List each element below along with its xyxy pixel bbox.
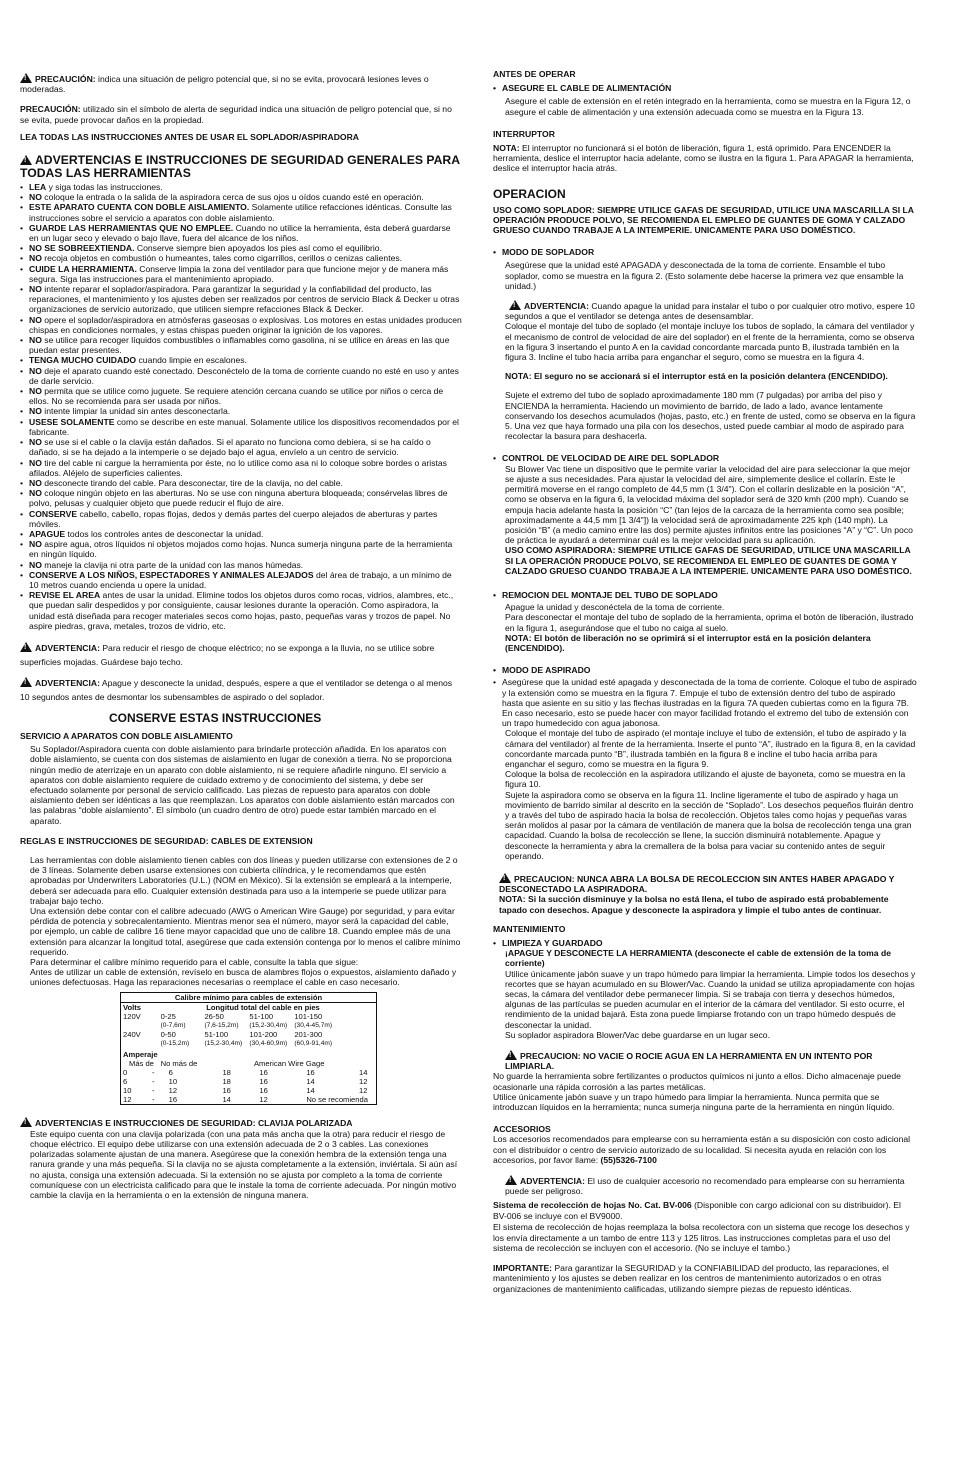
list-item: • REVISE EL AREA antes de usar la unidad. Elimine todos los objetos duros como rocas, vidrios, alambres, etc., que puedan salir despedidos y por consiguiente, causar lesiones durante la operación. Como aspiradora, la unidad está diseñada para recoger materiales secos como hojas, pasto, pequeñas varas y trozos de papel. No aspire piedras, grava, metales, trozos de vidrio, etc. <box>20 590 462 631</box>
no-guarde: No guarde la herramienta sobre fertilizantes o productos químicos ni junto a ellos. Dicho almacenaje puede ocasionarle una rápida corrosión a las partes metálicas. <box>493 1071 901 1092</box>
modo-aspirado-list <box>493 665 917 675</box>
reglas-p3: Para determinar el calibre mínimo requerido para el cable, consulte la tabla que sigue: <box>30 957 359 968</box>
left-column <box>20 66 462 1207</box>
list-item: • NO coloque la entrada o la salida de la aspiradora cerca de sus ojos u oídos cuando esté en operación. <box>20 192 462 202</box>
control-text: Su Blower Vac tiene un dispositivo que le permite variar la velocidad del aire para seleccionar la que mejor se ajuste a sus necesidades. Para ajustar la velocidad del aire, simplemente deslice el collarín. Este le permitirá moverse en el rango completo de 44,5 mm (1 3/4"). Con el collarín deslizable en la posición “A”, como se observa en la figura 6, la velocidad máxima del soplador será de 320 kmh (200 mph). Cuando se empuja hacia adelante hasta la posición “C” (tan lejos de la carcaza de la herramienta como sea posible; aproximadamente a 44,5 mm [1 3/4"]) la velocidad será de aproximadamente 225 kph (140 mph). La posición “B” (a medio camino entre las dos) permite ajustes infinitos entre las posiciones “A” y “C”. Un poco de práctica le ayudará a determinar cuál es la mejor velocidad para su aplicación. <box>505 463 913 546</box>
lea-todas: LEA TODAS LAS INSTRUCCIONES ANTES DE USAR EL SOPLADOR/ASPIRADORA <box>20 131 360 142</box>
list-item: • NO opere el soplador/aspiradora en atmósferas gaseosas o explosivas. Los motores en estas unidades producen chispas en condiciones normales, y estas chispas pueden originar la ignición de los vapores. <box>20 315 462 335</box>
table-header-row: Más de No más de American Wire Gage <box>129 1058 325 1068</box>
warning-triangle-icon <box>20 1117 32 1127</box>
clavija-text: Este equipo cuenta con una clavija polarizada (con una pata más ancha que la otra) para reducir el riesgo de choque eléctrico. El equipo debe utilizarse con una extensión adecuada de 2 o 3 cables. Las conexiones polarizadas solamente ajustan de una manera. Asegúrese que la conexión hembra de la extensión tenga una ranura grande y una más pequeña. Si la clavija no se ajusta completamente a la extensión, inviértala. Si aún así no ajusta, consiga una extensión adecuada. Si la extensión no se ajusta por completo a la toma de corriente comuníquese con un electricista calificado para que le instale la toma de corriente adecuada. Por ningún motivo cambie la clavija en la herramienta o en la extensión de ninguna manera. <box>30 1128 458 1201</box>
list-item: • NO desconecte tirando del cable. Para desconectar, tire de la clavija, no del cable. <box>20 478 462 488</box>
warning-triangle-icon <box>509 300 521 310</box>
list-item: • LEA y siga todas las instrucciones. <box>20 182 462 192</box>
advertencia-ventilador: !ADVERTENCIA: Apague y desconecte la unidad, después, espere a que el ventilador se detenga o al menos 10 segundos antes de desmontar los subensambles de aspirado o del soplador. <box>20 676 462 704</box>
limpieza-text-2: Su soplador aspiradora Blower/Vac debe guardarse en un lugar seco. <box>505 1029 770 1040</box>
interruptor-heading: INTERRUPTOR <box>493 128 555 139</box>
operacion-title: OPERACION <box>493 186 566 201</box>
table-row: 0 - 6 18 16 16 14 <box>123 1067 368 1077</box>
list-item: • Asegúrese que la unidad esté apagada y desconectada de la toma de corriente. Coloque el tubo de aspirado y la extensión como se muestra en la figura 7. Empuje el tubo de extensión dentro del tubo de aspirado hasta que asiente en su sitio y las flechas ilustradas en la figura 7A queden cubiertas como en la figura 7B. En caso necesario, esto se puede hacer con mayor facilidad frotando el extremo del tubo de extensión con un trapo humedecido con agua jabonosa. <box>493 677 917 728</box>
list-item: • LIMPIEZA Y GUARDADO <box>493 938 917 948</box>
limpieza-text: Utilice únicamente jabón suave y un trapo húmedo para limpiar la herramienta. Limpie todos los desechos y recortes que se hayan acumulado en su Blower/Vac. Cuando la unidad se utiliza apropiadamente con hojas secas, la cámara del ventilador debe permanecer limpia. Si se trabaja con tierra y desechos húmedos, algunas de las partículas se pueden acumular en el interior de la cámara del ventilador. Si esto ocurre, el rendimiento de la unidad bajará. Esta zona puede limpiarse frotando con un trapo húmedo después de desconectar la unidad. <box>505 968 916 1030</box>
reglas-p4: Antes de utilizar un cable de extensión, revíselo en busca de alambres flojos o expuestos, aislamiento dañado y uniones defectuosas. Haga las reparaciones necesarias o reemplace el cable en caso necesario. <box>30 967 457 988</box>
table-row: 12 - 16 14 12 No se recomienda <box>123 1094 368 1104</box>
soplador-advertencia: !ADVERTENCIA: Cuando apague la unidad para instalar el tubo o por cualquier otro motivo, espere 10 segundos a que el ventilador se detenga antes de desensamblar. <box>505 300 917 321</box>
precaucion-bolsa: !PRECAUCION: NUNCA ABRA LA BOLSA DE RECOLECCION SIN ANTES HABER APAGADO Y DESCONECTADO LA ASPIRADORA. <box>499 873 917 894</box>
list-item: • CONSERVE A LOS NIÑOS, ESPECTADORES Y ANIMALES ALEJADOS del área de trabajo, a un mínimo de 10 metros cuando encienda u opere la unidad. <box>20 570 462 590</box>
list-item: • REMOCION DEL MONTAJE DEL TUBO DE SOPLADO <box>493 590 917 600</box>
table-row: 6 - 10 18 16 14 12 <box>123 1076 368 1086</box>
warning-triangle-icon <box>20 73 32 83</box>
advertencia-lluvia: !ADVERTENCIA: Para reducir el riesgo de choque eléctrico; no se exponga a la lluvia, no se utilice sobre superficies mojadas. Guárdese bajo techo. <box>20 641 462 669</box>
remocion-nota: NOTA: El botón de liberación no se oprimirá si el interruptor está en la posición delantera (ENCENDIDO). <box>505 632 871 653</box>
warning-triangle-icon <box>20 677 32 687</box>
modo-soplador-text: Asegúrese que la unidad esté APAGADA y desconectada de la toma de corriente. Ensamble el tubo soplador, como se muestra en la figura 2. (Esto solamente debe hacerse la primera vez que ensamble la unidad.) <box>505 260 904 291</box>
list-item: • NO SE SOBREEXTIENDA. Conserve siempre bien apoyados los pies así como el equilibrio. <box>20 243 462 253</box>
soplador-montaje: Coloque el montaje del tubo de soplado (el montaje incluye los tubos de soplado, la cámara del ventilador y el mecanismo de control de velocidad de aire del soplador) en el frente de la herramienta, como se observa en la figura 3 insertando el punto A en la cavidad concordante marcada punto B, ilustrada también en la figura 3. Incline el tubo hacia arriba para enganchar el seguro, como se muestra en la figura 4. <box>505 321 915 363</box>
list-item: • NO permita que se utilice como juguete. Se requiere atención cercana cuando se utilice por niños o cerca de ellos. No se recomienda para ser usada por niños. <box>20 386 462 406</box>
general-safety-list <box>20 182 462 631</box>
warning-triangle-icon <box>499 873 511 883</box>
list-item: • NO tire del cable ni cargue la herramienta por éste, no lo utilice como asa ni lo coloque sobre bordes o aristas afilados. Aléjelo de superficies calientes. <box>20 458 462 478</box>
right-column <box>493 69 917 1301</box>
accesorios-advertencia: !ADVERTENCIA: El uso de cualquier accesorio no recomendado para emplearse con su herramienta puede ser peligroso. <box>505 1175 917 1196</box>
table-row: 240V 0-50 51-100 101-200 201-300 <box>123 1029 323 1039</box>
accesorios-heading: ACCESORIOS <box>493 1124 551 1135</box>
list-item: • NO deje el aparato cuando esté conectado. Desconéctelo de la toma de corriente cuando no esté en uso y antes de darle servicio. <box>20 366 462 386</box>
modo-aspirado-body <box>493 677 917 728</box>
list-item: • USESE SOLAMENTE como se describe en este manual. Solamente utilice los dispositivos recomendados por el fabricante. <box>20 417 462 437</box>
aspiradora-warning: USO COMO ASPIRADORA: SIEMPRE UTILICE GAFAS DE SEGURIDAD, UTILICE UNA MASCARILLA SI LA OPERACIÓN PRODUCE POLVO, SE RECOMIENDA EL EMPLEO DE GUANTES DE GOMA Y CALZADO GRUESO CUANDO TRABAJE A LA INTEMPERIE. UNICAMENTE PARA USO DOMÉSTICO. <box>505 545 912 576</box>
reglas-p2: Una extensión debe contar con el calibre adecuado (AWG o American Wire Gauge) por seguridad, y para evitar pérdida de potencia y sobrecalentamiento. Mientras menor sea el número, mayor será la capacidad del cable, por ejemplo, un cable de calibre 16 tiene mayor capacidad que uno de calibre 18. Cuando emplee más de una extensión para alcanzar la longitud total, asegúrese que cada extensión contenga por lo menos el calibre mínimo requerido. <box>30 906 461 957</box>
table-amperaje-label: Amperaje <box>123 1049 158 1059</box>
remocion-text-2: Para desconectar el montaje del tubo de soplado de la herramienta, oprima el botón de liberación, ilustrado en la figura 1, asegurándose que el tubo no caiga al suelo. <box>505 612 914 633</box>
list-item: • GUARDE LAS HERRAMIENTAS QUE NO EMPLEE. Cuando no utilice la herramienta, ésta deberá guardarse en un lugar seco y elevado o bajo llave, fuera del alcance de los niños. <box>20 223 462 243</box>
antes-list <box>493 83 917 93</box>
list-item: • MODO DE ASPIRADO <box>493 665 917 675</box>
warning-triangle-icon <box>505 1050 517 1060</box>
warning-triangle-icon <box>20 642 32 652</box>
list-item: • ASEGURE EL CABLE DE ALIMENTACIÓN <box>493 83 917 93</box>
modo-soplador-list <box>493 247 917 257</box>
precaucion-2: PRECAUCIÓN: utilizado sin el símbolo de alerta de seguridad indica una situación de peligro potencial que, si no se evita, puede provocar daños en la propiedad. <box>20 104 452 125</box>
soplador-nota: NOTA: El seguro no se accionará si el interruptor está en la posición delantera (ENCENDIDO). <box>505 371 888 382</box>
utilice-jabon: Utilice únicamente jabón suave y un trapo húmedo para limpiar la herramienta. Nunca permita que se introduzcan líquidos en la herramienta; nunca sumerja ninguna parte de la herramienta en ningún líquido. <box>493 1091 895 1113</box>
importante-text: IMPORTANTE: Para garantizar la SEGURIDAD y la CONFIABILIDAD del producto, las reparaciones, el mantenimiento y los ajustes se deben realizar en los centros de mantenimiento autorizados o en otras organizaciones de mantenimiento calificadas, utilizando siempre piezas de repuesto idénticas. <box>493 1263 889 1294</box>
nota-succion: NOTA: Si la succión disminuye y la bolsa no está llena, el tubo de aspirado está probablemente tapado con desechos. Apague y desconecte la aspiradora y limpie el tubo antes de continuar. <box>499 894 889 915</box>
remocion-list <box>493 590 917 600</box>
table-title: Calibre mínimo para cables de extensión <box>121 992 377 1002</box>
sistema-text-2: El sistema de recolección de hojas reemplaza la bolsa recolectora con un sistema que recoge los desechos y los envía directamente a un tambo de entre 113 y 125 litros. Las instrucciones completas para el uso del sistema de recolección se incluyen con el accesorio. (No se incluye el tambo.) <box>493 1222 910 1253</box>
table-volts-label: Volts <box>123 1002 142 1012</box>
list-item: • APAGUE todos los controles antes de desconectar la unidad. <box>20 529 462 539</box>
mantenimiento-heading: MANTENIMIENTO <box>493 923 566 934</box>
list-item: • NO se use si el cable o la clavija están dañados. Si el aparato no funciona como debiera, si se ha caído o dañado, si se ha dejado a la intemperie o se dejado bajo el agua, envíelo a un centro de servicio. <box>20 437 462 457</box>
list-item: • NO coloque ningún objeto en las aberturas. No se use con ninguna abertura bloqueada; consérvelas libres de polvo, pelusas y cualquier objeto que puede reducir el flujo de aire. <box>20 488 462 508</box>
table-length-label: Longitud total del cable en pies <box>206 1002 320 1012</box>
remocion-text: Apague la unidad y desconéctela de la toma de corriente. <box>505 602 725 613</box>
asegure-text: Asegure el cable de extensión en el retén integrado en la herramienta, como se muestra en la Figura 12, o asegure el cable de alimentación y una extensión adecuada como se muestra en la Figura 13. <box>505 96 911 117</box>
reglas-heading: REGLAS E INSTRUCCIONES DE SEGURIDAD: CABLES DE EXTENSION <box>20 835 313 846</box>
warning-triangle-icon <box>20 155 32 165</box>
list-item: • NO recoja objetos en combustión o humeantes, tales como cigarrillos, cerillos o cenizas calientes. <box>20 253 462 263</box>
list-item: • NO se utilice para recoger líquidos combustibles o inflamables como gasolina, ni se utilice en áreas en las que puedan estar presentes. <box>20 335 462 355</box>
general-heading: !ADVERTENCIAS E INSTRUCCIONES DE SEGURIDAD GENERALES PARA TODAS LAS HERRAMIENTAS <box>20 154 462 179</box>
interruptor-text: NOTA: El interruptor no funcionará si el botón de liberación, figura 1, está oprimido. Para ENCENDER la herramienta, deslice el interruptor hacia adelante, como se ilustra en la figura 1. Para APAGAR la herramienta, deslice el interruptor hacia atrás. <box>493 143 914 174</box>
antes-heading: ANTES DE OPERAR <box>493 69 576 79</box>
warning-triangle-icon <box>505 1175 517 1185</box>
extension-cord-table <box>120 992 377 1105</box>
list-item: • TENGA MUCHO CUIDADO cuando limpie en escalones. <box>20 355 462 365</box>
list-item: • NO maneje la clavija ni otra parte de la unidad con las manos húmedas. <box>20 560 462 570</box>
sistema-text: Sistema de recolección de hojas No. Cat. BV-006 (Disponible con cargo adicional con su distribuidor). El BV-006 se incluye con el BV9000. <box>493 1200 901 1222</box>
modo-aspirado-text-2: Coloque el montaje del tubo de aspirado (el montaje incluye el tubo de extensión, el tubo de aspirado y la cámara del ventilador) al frente de la herramienta. Inserte el punto “A”, ilustrado en la figura 8, en la cavidad concordante marcada punto “B”, ilustrada también en la figura 8 e incline el tubo hacia arriba para enganchar el seguro, como se muestra en la figura 9. <box>505 728 916 769</box>
table-row: (0-15,2m) (15,2-30,4m) (30,4-60,9m) (60,9-91,4m) <box>160 1039 333 1047</box>
modo-aspirado-text-3: Coloque la bolsa de recolección en la aspiradora utilizando el ajuste de bayoneta, como se muestra en la figura 10. <box>505 769 906 790</box>
accesorios-text: Los accesorios recomendados para emplearse con su herramienta están a su disposición con costo adicional con el distribuidor o centro de servicio autorizado de su localidad. Si necesita ayuda en relación con los accesorios, por favor llame: (55)5326-7100 <box>493 1134 911 1165</box>
servicio-heading: SERVICIO A APARATOS CON DOBLE AISLAMIENTO <box>20 730 233 741</box>
control-list <box>493 453 917 463</box>
precaucion-agua: !PRECAUCION: NO VACIE O ROCIE AGUA EN LA HERRAMIENTA EN UN INTENTO POR LIMPIARLA. <box>505 1050 917 1071</box>
list-item: • CONSERVE cabello, cabello, ropas flojas, dedos y demás partes del cuerpo alejados de aberturas y partes móviles. <box>20 509 462 529</box>
list-item: • NO intente limpiar la unidad sin antes desconectarla. <box>20 406 462 416</box>
reglas-p1: Las herramientas con doble aislamiento tienen cables con dos líneas y pueden utilizarse con extensiones de 2 o de 3 líneas. Solamente deben usarse extensiones con cubierta cilíndrica, y le recomendamos que estén aprobadas por Underwriters Laboratories (U.L.) (NOM en México). Si la extensión se empleará a la intemperie, deberá ser adecuada para ello. Cualquier extensión destinada para uso a la intemperie se puede utilizar para trabajar bajo techo. <box>30 854 458 906</box>
servicio-text: Su Soplador/Aspiradora cuenta con doble aislamiento para brindarle protección añadida. En los aparatos con doble aislamiento, se cuenta con dos sistemas de aislamiento en lugar de conexión a tierra. No se proporciona ningún medio de aterrizaje en un aparato con doble aislamiento, ni se requiere añadirle ninguno. El servicio a aparatos con doble aislamiento requiere de cuidado extremo y de conocimiento del sistema, y debe ser efectuado solamente por personal de servicio calificado. Las piezas de repuesto para aparatos con doble aislamiento deben ser idénticas a las que reemplazan. Los aparatos con doble aislamiento están marcados con las palabras “doble aislamiento”. El símbolo (un cuadro dentro de otro) puede estar también marcado en el aparato. <box>30 744 455 826</box>
modo-aspirado-text-4: Sujete la aspiradora como se observa en la figura 11. Incline ligeramente el tubo de aspirado y haga un movimiento de barrido similar al descrito en la sección de “Soplado”. Los desechos pequeños fluirán dentro y a través del tubo de aspirado hacia la bolsa de recolección. Objetos tales como hojas y pequeñas varas serán molidos al pasar por la cámara de ventilación de manera que la bolsa de recolección tenga una gran capacidad. Cuando la bolsa de recolección se llene, la succión disminuirá notablemente. Apague y desconecte la herramienta y abra la cremallera de la bolsa para vaciar su contenido antes de seguir operando. <box>505 789 914 861</box>
limpieza-list <box>493 938 917 948</box>
limpieza-bold: ¡APAGUE Y DESCONECTE LA HERRAMIENTA (desconecte el cable de extensión de la toma de corriente) <box>505 948 892 969</box>
clavija-heading: !ADVERTENCIAS E INSTRUCCIONES DE SEGURIDAD: CLAVIJA POLARIZADA <box>20 1117 462 1128</box>
operacion-warning: USO COMO SOPLADOR: SIEMPRE UTILICE GAFAS DE SEGURIDAD, UTILICE UNA MASCARILLA SI LA OPERACIÓN PRODUCE POLVO, SE RECOMIENDA EL EMPLEO DE GUANTES DE GOMA Y CALZADO GRUESO CUANDO TRABAJE A LA INTEMPERIE. UNICAMENTE PARA USO DOMÉSTICO. <box>493 204 914 236</box>
list-item: • MODO DE SOPLADOR <box>493 247 917 257</box>
list-item: • NO aspire agua, otros líquidos ni objetos mojados como hojas. Nunca sumerja ninguna parte de la herramienta en ningún líquido. <box>20 539 462 559</box>
conserve-title: CONSERVE ESTAS INSTRUCCIONES <box>109 710 322 725</box>
soplador-sujete: Sujete el extremo del tubo de soplado aproximadamente 180 mm (7 pulgadas) por arriba del piso y ENCIENDA la herramienta. Haciendo un movimiento de barrido, de lado a lado, avance lentamente conservando los desechos acumulados (hojas, pasto, etc.) en frente de usted, como se observa en la figura 5. Una vez que haya formado una pila con los desechos, usted puede cambiar al modo de aspirado para recolectar la basura para deshacerla. <box>505 390 916 442</box>
list-item: • CONTROL DE VELOCIDAD DE AIRE DEL SOPLADOR <box>493 453 917 463</box>
list-item: • NO intente reparar el soplador/aspiradora. Para garantizar la seguridad y la confiabilidad del producto, las reparaciones, el mantenimiento y los ajustes deben ser realizados por centros de servicio Black & Decker u otras organizaciones de servicio autorizado, que utilicen siempre refacciones Black & Decker. <box>20 284 462 315</box>
precaucion-1: !PRECAUCIÓN: indica una situación de peligro potencial que, si no se evita, provocará lesiones leves o moderadas. <box>20 73 462 94</box>
table-row: 120V 0-25 26-50 51-100 101-150 <box>123 1011 323 1021</box>
list-item: • ESTE APARATO CUENTA CON DOBLE AISLAMIENTO. Solamente utilice refacciones idénticas. Consulte las instrucciones sobre el servicio a aparatos con doble aislamiento. <box>20 202 462 222</box>
table-row: (0-7,6m) (7,6-15,2m) (15,2-30,4m) (30,4-45,7m) <box>160 1021 333 1029</box>
table-row: 10 - 12 16 16 14 12 <box>123 1085 368 1095</box>
list-item: • CUIDE LA HERRAMIENTA. Conserve limpia la zona del ventilador para que funcione mejor y de manera más segura. Siga las instrucciones para el mantenimiento apropiado. <box>20 264 462 284</box>
